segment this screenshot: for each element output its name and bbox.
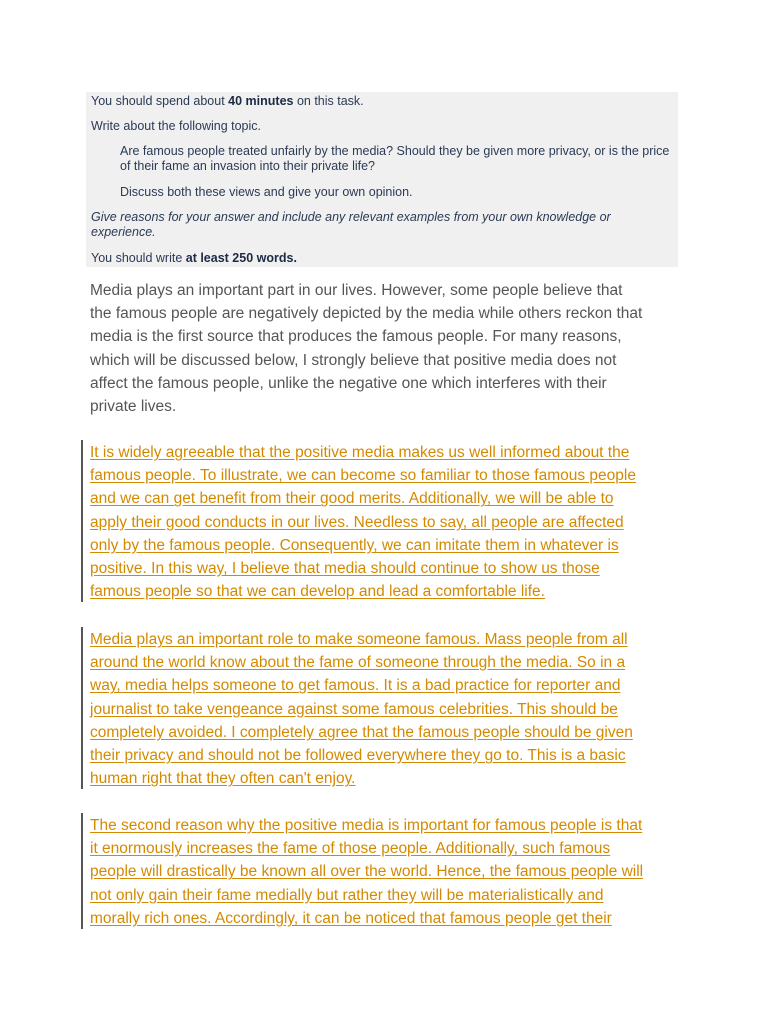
time-limit: 40 minutes [228, 94, 294, 108]
text-line: affect the famous people, unlike the negative one which interferes with their [90, 374, 607, 392]
essay-paragraph-3 [90, 814, 690, 930]
text-line: positive. In this way, I believe that media should continue to show us those [90, 560, 600, 578]
text-line: Media plays an important role to make someone famous. Mass people from all [90, 631, 628, 648]
text-line: it enormously increases the fame of those people. Additionally, such famous [90, 840, 611, 858]
revision-bar [81, 813, 83, 929]
text-line: and we can get benefit from their good merits. Additionally, we will be able to [90, 490, 614, 508]
discuss-instruction: Discuss both these views and give your own opinion. [120, 185, 413, 199]
essay-paragraph-2 [90, 628, 690, 790]
revision-bar [81, 627, 83, 789]
text-line: which will be discussed below, I strongly believe that positive media does not [90, 351, 617, 369]
text-line: private lives. [90, 398, 177, 416]
text-line: It is widely agreeable that the positive media makes us well informed about the [90, 444, 630, 461]
text-line: human right that they often can't enjoy. [90, 770, 356, 788]
text-line: completely avoided. I completely agree that the famous people should be given [90, 723, 633, 741]
text-line: journalist to take vengeance against some famous celebrities. This should be [90, 700, 618, 718]
word-count: at least 250 words. [185, 251, 297, 265]
text-line: media is the first source that produces the famous people. For many reasons, [90, 328, 622, 346]
text-line: around the world know about the fame of someone through the media. So in a [90, 654, 626, 672]
task-prompt-box [86, 92, 678, 267]
text-line: only by the famous people. Consequently, we can imitate them in whatever is [90, 536, 619, 554]
text-line: not only gain their fame medially but rather they will be materialistically and [90, 886, 604, 904]
essay-question: Are famous people treated unfairly by the media? Should they be given more privacy, or is the price of their fame an invasion into their private life? [120, 144, 670, 173]
essay-introduction [90, 279, 690, 418]
text-line: Media plays an important part in our lives. However, some people believe that [90, 282, 623, 299]
text-line: people will drastically be known all over the world. Hence, the famous people will [90, 863, 644, 881]
word-count-instruction: You should write at least 250 words. [91, 251, 297, 265]
reasons-instruction: Give reasons for your answer and include any relevant examples from your own knowledge or experience. [91, 210, 611, 239]
text-line: morally rich ones. Accordingly, it can be noticed that famous people get their [90, 909, 612, 927]
revision-bar [81, 440, 83, 602]
text-line: way, media helps someone to get famous. It is a bad practice for reporter and [90, 677, 621, 695]
text-line: apply their good conducts in our lives. Needless to say, all people are affected [90, 513, 624, 531]
text-line: The second reason why the positive media is important for famous people is that [90, 817, 643, 834]
time-instruction: You should spend about 40 minutes on this task. [91, 94, 364, 108]
text-line: their privacy and should not be followed everywhere they go to. This is a basic [90, 747, 626, 765]
text-line: famous people so that we can develop and lead a comfortable life. [90, 583, 545, 601]
essay-paragraph-1 [90, 441, 690, 603]
text-line: the famous people are negatively depicted by the media while others reckon that [90, 305, 643, 323]
text-line: famous people. To illustrate, we can become so familiar to those famous people [90, 467, 636, 485]
topic-instruction: Write about the following topic. [91, 119, 262, 133]
